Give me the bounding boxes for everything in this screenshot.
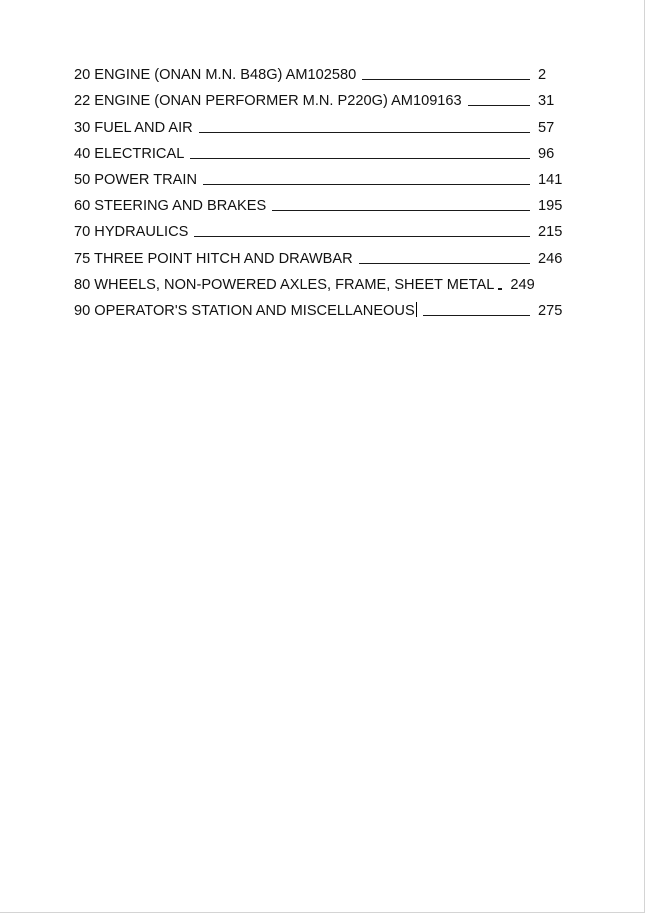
toc-leader-line	[468, 105, 530, 106]
toc-entry-steering-and-brakes[interactable]	[74, 189, 574, 215]
toc-entry-wheels-axles-frame[interactable]	[74, 268, 574, 294]
toc-entry-engine-onan-b48g[interactable]	[74, 58, 574, 84]
toc-entry-hydraulics[interactable]	[74, 215, 574, 241]
toc-page-number: 215	[538, 224, 563, 241]
toc-page-number: 31	[538, 93, 555, 110]
toc-entry-title: 75 THREE POINT HITCH AND DRAWBAR	[74, 250, 353, 267]
toc-leader-line	[194, 236, 530, 237]
toc-page-number: 249	[510, 276, 535, 293]
toc-leader-line	[359, 263, 530, 264]
table-of-contents	[74, 58, 574, 320]
toc-entry-title: 50 POWER TRAIN	[74, 171, 197, 188]
toc-entry-title-text: 90 OPERATOR'S STATION AND MISCELLANEOUS	[74, 302, 415, 319]
toc-entry-title: 80 WHEELS, NON-POWERED AXLES, FRAME, SHEET METAL	[74, 276, 495, 293]
toc-entry-title: 70 HYDRAULICS	[74, 224, 189, 241]
toc-entry-engine-onan-performer[interactable]	[74, 84, 574, 110]
toc-leader-line	[423, 315, 530, 316]
toc-page-number: 57	[538, 119, 555, 136]
toc-leader-line	[362, 79, 530, 80]
toc-entry-title: 20 ENGINE (ONAN M.N. B48G) AM102580	[74, 67, 357, 84]
toc-page-number: 275	[538, 302, 563, 319]
toc-entry-title: 30 FUEL AND AIR	[74, 119, 193, 136]
toc-entry-power-train[interactable]	[74, 163, 574, 189]
toc-leader-line	[272, 210, 530, 211]
toc-page-number: 96	[538, 145, 555, 162]
toc-leader-line	[199, 132, 530, 133]
toc-entry-title: 60 STEERING AND BRAKES	[74, 198, 267, 215]
toc-page-number: 2	[538, 67, 547, 84]
toc-entry-three-point-hitch[interactable]	[74, 241, 574, 267]
toc-entry-title	[74, 302, 423, 320]
toc-page-number: 141	[538, 171, 563, 188]
toc-leader-line	[203, 184, 530, 185]
toc-leader-line	[190, 158, 530, 159]
toc-entry-operators-station[interactable]	[74, 294, 574, 320]
text-cursor-icon	[416, 302, 417, 317]
toc-entry-electrical[interactable]	[74, 137, 574, 163]
toc-page-number: 246	[538, 250, 563, 267]
toc-entry-title: 40 ELECTRICAL	[74, 145, 185, 162]
toc-entry-title: 22 ENGINE (ONAN PERFORMER M.N. P220G) AM109163	[74, 93, 462, 110]
toc-entry-fuel-and-air[interactable]	[74, 110, 574, 136]
toc-page-number: 195	[538, 198, 563, 215]
